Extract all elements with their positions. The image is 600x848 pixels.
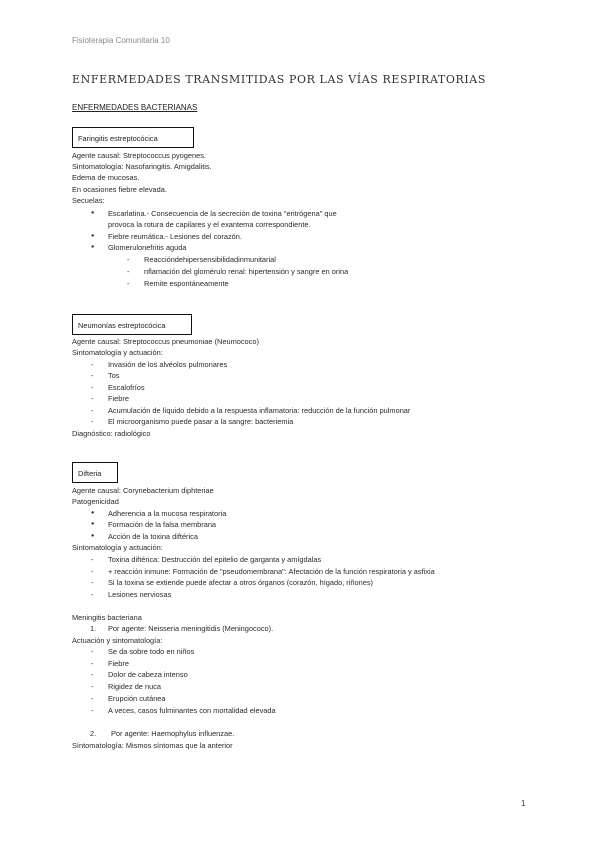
list-item: - Fiebre [108,658,129,670]
sub-item: - nflamación del glomérulo renal: hipertensión y sangre en orina [144,266,348,278]
bullet-glomerulonefritis: ● Glomerulonefritis aguda [108,242,186,254]
list-item: - El microorganismo puede pasar a la sangre: bacteriemia [108,416,293,428]
meningitis-actuacion: Actuación y sintomatología: [72,636,163,645]
list-item: - Rigidez de nuca [108,681,161,693]
difteria-box: Difteria [72,462,118,483]
neumonias-agent: Agente causal: Streptococcus pneumoniae (Neumococo) [72,337,259,346]
meningitis-title: Meningitis bacteriana [72,613,142,622]
list-item: - Erupción cutánea [108,693,166,705]
list-item: - Escalofríos [108,382,145,394]
list-item: - Lesiones nerviosas [108,589,171,601]
faringitis-box: Faringitis estreptocócica [72,127,194,148]
neumonias-sympt: Sintomatología y actuación: [72,348,163,357]
meningitis-sympt-2: Síntomatología: Mismos síntomas que la anterior [72,741,233,750]
bullet-item: ● Acción de la toxina diftérica [108,531,198,543]
faringitis-sympt: Sintomatología: Nasofaringitis. Amigdalitis. [72,162,212,171]
list-item: - + reacción inmune: Formación de "pseudomembrana": Afectación de la función respiratoria y asfixia [108,566,435,578]
difteria-sympt: Sintomatología y actuación: [72,543,163,552]
list-item: - Si la toxina se extiende puede afectar a otros órganos (corazón, hígado, riñones) [108,577,373,589]
faringitis-secuelas: Secuelas: [72,196,105,205]
faringitis-agent: Agente causal: Streptococcus pyogenes. [72,151,206,160]
list-item: - Toxina diftérica: Destrucción del epitelio de garganta y amígdalas [108,554,321,566]
list-item: - Se da sobre todo en niños [108,646,194,658]
neumonias-diag: Diagnóstico: radiológico [72,429,151,438]
sub-item: - Reaccióndehipersensibilidadinmunitarial [144,254,276,266]
bullet-escarlatina-cont: provoca la rotura de capilares y el exantema correspondiente. [108,220,311,229]
difteria-pato: Patogenicidad [72,497,119,506]
meningitis-agent-1: Por agente: Neisseria meningitidis (Meningococo). [108,624,274,633]
meningitis-number-1: 1. [90,624,97,633]
section-heading: ENFERMEDADES BACTERIANAS [72,103,198,112]
list-item: - Invasión de los alvéolos pulmonares [108,359,227,371]
faringitis-edema: Edema de mucosas. [72,173,140,182]
page-title: ENFERMEDADES TRANSMITIDAS POR LAS VÍAS RESPIRATORIAS [72,73,486,86]
sub-item: - Remite espontáneamente [144,278,229,290]
page-number: 1 [521,799,526,808]
bullet-item: ● Adherencia a la mucosa respiratoria [108,508,226,520]
bullet-fiebre-reumatica: ● Fiebre reumática.- Lesiones del corazón. [108,231,242,243]
list-item: - A veces, casos fulminantes con mortalidad elevada [108,705,276,717]
bullet-item: ● Formación de la falsa membrana [108,519,216,531]
faringitis-fever: En ocasiones fiebre elevada. [72,185,167,194]
neumonias-box: Neumonías estreptocócica [72,314,192,335]
list-item: - Dolor de cabeza intenso [108,669,188,681]
list-item: - Tos [108,370,120,382]
list-item: - Acumulación de líquido debido a la respuesta inflamatoria: reducción de la función pulmonar [108,405,410,417]
difteria-agent: Agente causal: Corynebacterium diphteriae [72,486,214,495]
page-header: Fisioterapia Comunitaria 10 [72,36,170,45]
list-item: - Fiebre [108,393,129,405]
meningitis-number-2: 2. [90,729,97,738]
bullet-escarlatina: ● Escarlatina.- Consecuencia de la secreción de toxina "eritrógena" que [108,208,337,220]
meningitis-agent-2: Por agente: Haemophylus influenzae. [111,729,235,738]
